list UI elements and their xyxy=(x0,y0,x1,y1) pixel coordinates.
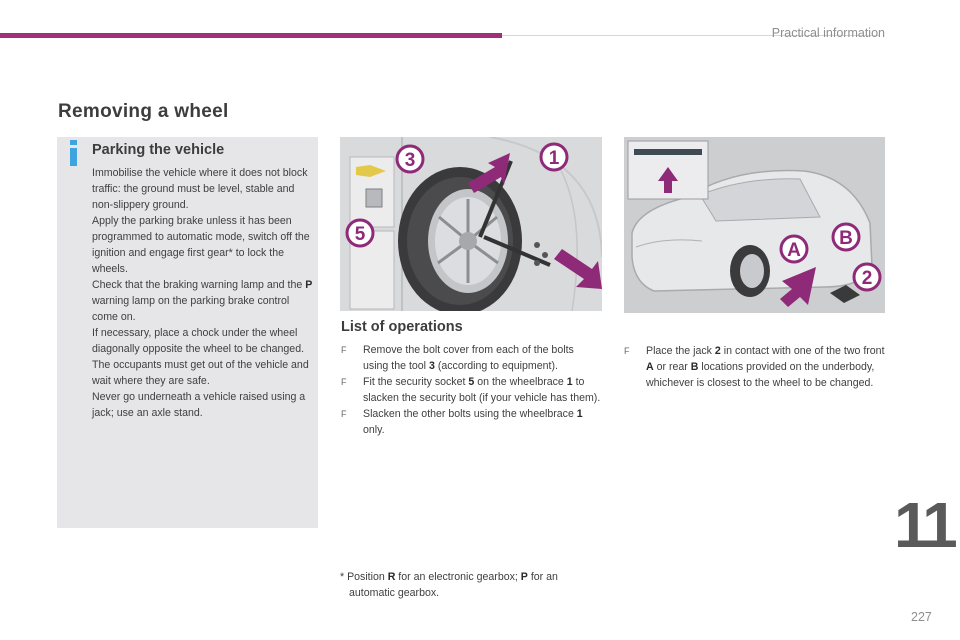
list-item: F Fit the security socket 5 on the wheelbrace 1 to slacken the security bolt (if your vehicle has them). xyxy=(341,376,601,404)
info-box-heading: Parking the vehicle xyxy=(92,142,225,158)
chapter-number: 11 xyxy=(894,489,954,561)
info-paragraph: If necessary, place a chock under the wheel diagonally opposite the wheel to be changed. xyxy=(92,327,305,355)
info-box-text xyxy=(92,165,314,421)
info-paragraph: Apply the parking brake unless it has been programmed to automatic mode, switch off the ignition and engage first gear* to lock the wheels. xyxy=(92,215,310,275)
info-paragraph: The occupants must get out of the vehicle and wait where they are safe. xyxy=(92,359,309,387)
callout-2: 2 xyxy=(861,268,873,289)
callout-3: 3 xyxy=(404,150,416,171)
callout-5: 5 xyxy=(354,224,366,245)
info-paragraph: Immobilise the vehicle where it does not block traffic: the ground must be level, stable and non-slippery ground. xyxy=(92,167,308,211)
callout-B: B xyxy=(839,228,853,249)
list-item: F Place the jack 2 in contact with one of the two front A or rear B locations provided on the underbody, whichever is closest to the wheel to be changed. xyxy=(624,345,885,389)
jack-illustration xyxy=(624,137,885,313)
footnote xyxy=(340,569,610,601)
list-item: F Slacken the other bolts using the wheelbrace 1 only. xyxy=(341,408,583,436)
list-item: F Remove the bolt cover from each of the bolts using the tool 3 (according to equipment). xyxy=(341,344,574,372)
callout-A: A xyxy=(787,240,801,261)
bullet-icon: F xyxy=(341,377,347,387)
operations-list xyxy=(341,342,601,438)
page-title: Removing a wheel xyxy=(58,101,229,122)
info-box xyxy=(57,137,318,528)
info-icon xyxy=(70,140,77,166)
info-paragraph: Never go underneath a vehicle raised using a jack; use an axle stand. xyxy=(92,391,306,419)
info-paragraph: Check that the braking warning lamp and the P warning lamp on the parking brake control come on. xyxy=(92,279,313,323)
footnote-line-1: * Position R for an electronic gearbox; P for an xyxy=(340,571,558,583)
bullet-icon: F xyxy=(624,346,630,356)
section-title: Practical information xyxy=(771,26,885,40)
footnote-line-2: automatic gearbox. xyxy=(349,587,440,599)
wheelbrace-illustration xyxy=(340,137,602,311)
page-number: 227 xyxy=(911,610,932,624)
operations-heading: List of operations xyxy=(341,319,463,335)
header-accent-bar xyxy=(0,33,502,38)
bullet-icon: F xyxy=(341,345,347,355)
callout-1: 1 xyxy=(548,148,560,169)
bullet-icon: F xyxy=(341,409,347,419)
operations-list-right xyxy=(624,343,886,391)
